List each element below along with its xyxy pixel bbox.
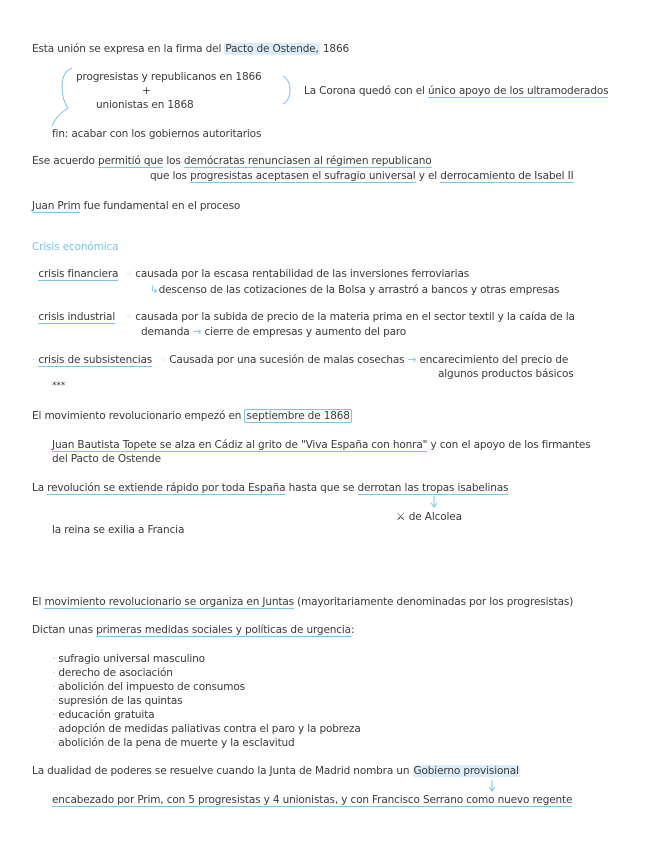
underlined-text: Juan Bautista Topete se alza en Cádiz al grito de "Viva España con honra" xyxy=(52,439,428,451)
text: abolición de la pena de muerte y la esclavitud xyxy=(58,737,295,749)
text: 1866 xyxy=(319,43,350,55)
text: : xyxy=(350,624,355,636)
arrow-icon: → xyxy=(407,354,417,366)
underlined-text: único apoyo de los ultramoderados xyxy=(427,85,609,97)
dictan-line xyxy=(32,624,354,637)
underlined-text: crisis de subsistencias xyxy=(38,354,153,366)
underlined-text: encabezado por Prim, con 5 progresistas y 4 unionistas, y con Francisco Serrano como nuevo regente xyxy=(52,794,573,806)
text: cierre de empresas y aumento del paro xyxy=(201,326,407,338)
text: sufragio universal masculino xyxy=(58,653,205,665)
list-item: · abolición de la pena de muerte y la esclavitud xyxy=(52,737,295,749)
crisis-financiera-label: · crisis financiera xyxy=(32,268,119,280)
alcolea-line xyxy=(396,511,462,524)
underlined-text: movimiento revolucionario se organiza en Juntas xyxy=(44,596,294,608)
arrow-icon: → xyxy=(192,326,202,338)
text: La Corona quedó con el xyxy=(304,85,428,97)
topete-line-2: del Pacto de Ostende xyxy=(52,453,161,465)
text: de Alcolea xyxy=(408,511,462,523)
acuerdo-line xyxy=(32,155,432,168)
text: hasta que se xyxy=(285,482,358,494)
encabezado-line xyxy=(52,794,572,807)
underlined-text: demócratas renunciasen al régimen republicano xyxy=(183,155,432,167)
text: que los xyxy=(150,170,191,182)
text: abolición del impuesto de consumos xyxy=(58,681,245,693)
text: los xyxy=(163,155,184,167)
reina-line: la reina se exilia a Francia xyxy=(52,524,185,536)
text: causada por la escasa rentabilidad de las inversiones ferroviarias xyxy=(135,268,470,280)
list-item: · abolición del impuesto de consumos xyxy=(52,681,245,693)
stars-marker: *** xyxy=(52,381,66,391)
arrow-gobierno-head xyxy=(489,787,495,791)
dualidad-line xyxy=(32,765,520,778)
text: Ese acuerdo xyxy=(32,155,98,167)
prim-line xyxy=(32,200,240,213)
text: supresión de las quintas xyxy=(58,695,183,707)
fin-line: fin: acabar con los gobiernos autoritarios xyxy=(52,128,262,140)
topete-line xyxy=(52,439,591,452)
text: fue fundamental en el proceso xyxy=(80,200,241,212)
crisis-subsistencias-text: ◦ Causada por una sucesión de malas cosechas → encarecimiento del precio de xyxy=(160,354,569,366)
text: y con el apoyo de los firmantes xyxy=(427,439,591,451)
acuerdo-line-2 xyxy=(150,170,574,183)
text: educación gratuita xyxy=(58,709,155,721)
crisis-industrial-text-2 xyxy=(141,326,406,339)
boxed-date: septiembre de 1868 xyxy=(246,410,350,422)
brace-right xyxy=(283,76,290,104)
underlined-text: permitió que xyxy=(97,155,164,167)
text: causada por la subida de precio de la materia prima en el sector textil y la caída de la xyxy=(135,311,575,323)
movimiento-line xyxy=(32,410,352,423)
text: El xyxy=(32,596,45,608)
text: Esta unión se expresa en la firma del xyxy=(32,43,225,55)
pacto-line xyxy=(32,43,349,56)
crisis-industrial-label: · crisis industrial xyxy=(32,311,116,323)
crisis-subsistencias-label: · crisis de subsistencias xyxy=(32,354,153,366)
list-item: · derecho de asociación xyxy=(52,667,173,679)
text: y el xyxy=(415,170,441,182)
crisis-subsistencias-text-2: algunos productos básicos xyxy=(438,368,574,380)
progresistas-line: progresistas y republicanos en 1866 xyxy=(76,71,262,83)
section-title-crisis: Crisis económica xyxy=(32,241,119,253)
arrow-derrotan-head xyxy=(431,503,437,507)
crossed-swords-icon: ⚔ xyxy=(396,511,409,523)
brace-left xyxy=(62,68,72,108)
list-item: · supresión de las quintas xyxy=(52,695,183,707)
arrow-icon: ↳ xyxy=(150,284,159,296)
arrow-to-fin xyxy=(52,108,68,126)
underlined-text: derrotan las tropas isabelinas xyxy=(357,482,509,494)
crisis-financiera-text-2 xyxy=(150,284,559,297)
list-item: · sufragio universal masculino xyxy=(52,653,205,665)
pacto-ostende-highlight: Pacto de Ostende, xyxy=(225,43,319,55)
text: adopción de medidas paliativas contra el paro y la pobreza xyxy=(58,723,361,735)
text: La dualidad de poderes se resuelve cuando la Junta de Madrid nombra un xyxy=(32,765,413,777)
underlined-text: primeras medidas sociales y políticas de urgencia xyxy=(96,624,351,636)
underlined-text: revolución se extiende rápido por toda España xyxy=(47,482,286,494)
revolucion-line xyxy=(32,482,508,495)
text: descenso de las cotizaciones de la Bolsa y arrastró a bancos y otras empresas xyxy=(158,284,560,296)
plus-sign: + xyxy=(142,85,151,97)
underlined-text: Juan Prim xyxy=(32,200,81,212)
juntas-line xyxy=(32,596,573,609)
underlined-text: progresistas aceptasen el sufragio universal xyxy=(190,170,416,182)
underlined-text: derrocamiento de Isabel II xyxy=(440,170,574,182)
text: Dictan unas xyxy=(32,624,97,636)
crisis-financiera-text: ◦ causada por la escasa rentabilidad de las inversiones ferroviarias xyxy=(126,268,470,280)
text: demanda xyxy=(141,326,193,338)
text: (mayoritariamente denominadas por los progresistas) xyxy=(293,596,574,608)
underlined-text: crisis industrial xyxy=(38,311,116,323)
corona-line xyxy=(304,85,608,98)
text: Causada por una sucesión de malas cosechas xyxy=(169,354,408,366)
gobierno-provisional-highlight: Gobierno provisional xyxy=(413,765,519,777)
text: derecho de asociación xyxy=(58,667,173,679)
list-item: · educación gratuita xyxy=(52,709,155,721)
unionistas-line: unionistas en 1868 xyxy=(96,99,194,111)
crisis-industrial-text: ◦ causada por la subida de precio de la materia prima en el sector textil y la caída de la xyxy=(126,311,575,323)
underlined-text: crisis financiera xyxy=(38,268,119,280)
text: La xyxy=(32,482,48,494)
list-item: · adopción de medidas paliativas contra el paro y la pobreza xyxy=(52,723,361,735)
text: encarecimiento del precio de xyxy=(416,354,569,366)
text: El movimiento revolucionario empezó en xyxy=(32,410,245,422)
